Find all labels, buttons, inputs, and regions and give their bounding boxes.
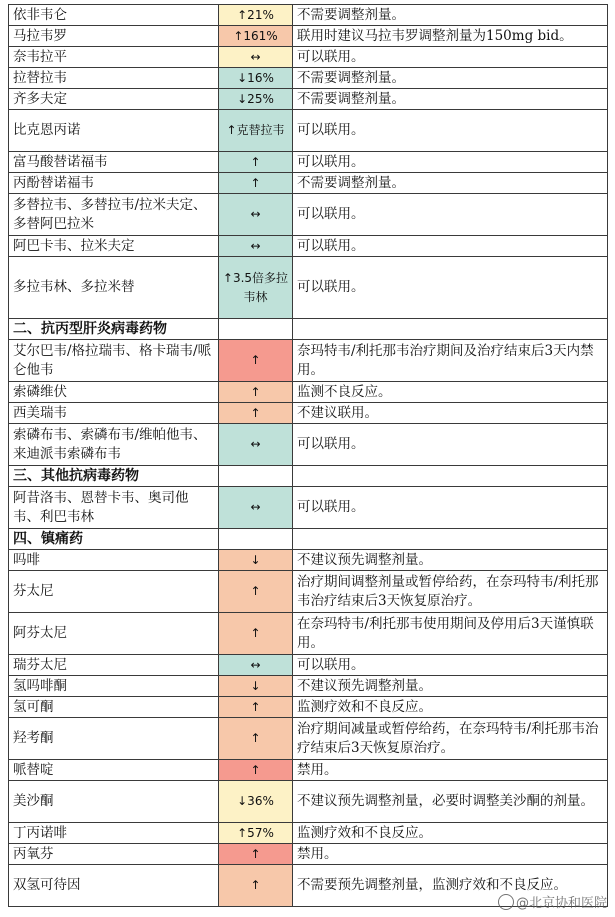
table-row (9, 89, 608, 110)
advice-text: 治疗期间调整剂量或暂停给药，在奈玛特韦/利托那韦治疗结束后3天恢复原治疗。 (293, 571, 608, 613)
effect-indicator: ↓ (219, 676, 293, 697)
advice-text: 禁用。 (293, 760, 608, 781)
advice-text: 监测疗效和不良反应。 (293, 823, 608, 844)
empty-cell (293, 319, 608, 340)
drug-name: 丁丙诺啡 (9, 823, 219, 844)
drug-name: 双氢可待因 (9, 865, 219, 907)
drug-name: 艾尔巴韦/格拉瑞韦、格卡瑞韦/哌仑他韦 (9, 340, 219, 382)
section-title: 二、抗丙型肝炎病毒药物 (9, 319, 219, 340)
advice-text: 可以联用。 (293, 424, 608, 466)
effect-indicator: ↑ (219, 718, 293, 760)
advice-text: 不建议联用。 (293, 403, 608, 424)
effect-indicator: ↑161% (219, 26, 293, 47)
drug-name: 齐多夫定 (9, 89, 219, 110)
section-title: 四、镇痛药 (9, 529, 219, 550)
table-row (9, 823, 608, 844)
effect-indicator: ↑ (219, 844, 293, 865)
effect-indicator: ↔ (219, 236, 293, 257)
table-row (9, 718, 608, 760)
advice-text: 可以联用。 (293, 194, 608, 236)
drug-interaction-table (8, 4, 608, 907)
table-row (9, 571, 608, 613)
drug-name: 丙酚替诺福韦 (9, 173, 219, 194)
drug-name: 多拉韦林、多拉米替 (9, 257, 219, 319)
table-row (9, 655, 608, 676)
effect-indicator: ↑ (219, 613, 293, 655)
effect-indicator: ↑ (219, 173, 293, 194)
table-row (9, 382, 608, 403)
advice-text: 联用时建议马拉韦罗调整剂量为150mg bid。 (293, 26, 608, 47)
drug-name: 美沙酮 (9, 781, 219, 823)
drug-name: 西美瑞韦 (9, 403, 219, 424)
drug-name: 索磷维伏 (9, 382, 219, 403)
table-row (9, 236, 608, 257)
table-row (9, 47, 608, 68)
advice-text: 不需要调整剂量。 (293, 173, 608, 194)
effect-indicator: ↓ (219, 550, 293, 571)
section-title: 三、其他抗病毒药物 (9, 466, 219, 487)
empty-cell (219, 529, 293, 550)
section-header-row (9, 466, 608, 487)
empty-cell (219, 466, 293, 487)
table-row (9, 68, 608, 89)
effect-indicator: ↔ (219, 47, 293, 68)
table-row (9, 844, 608, 865)
advice-text: 不需要调整剂量。 (293, 89, 608, 110)
effect-indicator: ↓16% (219, 68, 293, 89)
table-body (9, 5, 608, 907)
table-row (9, 676, 608, 697)
table-row (9, 760, 608, 781)
table-row (9, 781, 608, 823)
drug-name: 氢吗啡酮 (9, 676, 219, 697)
advice-text: 奈玛特韦/利托那韦治疗期间及治疗结束后3天内禁用。 (293, 340, 608, 382)
table-row (9, 257, 608, 319)
table-row (9, 424, 608, 466)
advice-text: 不需要预先调整剂量，监测疗效和不良反应。 (293, 865, 608, 907)
drug-name: 羟考酮 (9, 718, 219, 760)
advice-text: 监测疗效和不良反应。 (293, 697, 608, 718)
effect-indicator: ↓25% (219, 89, 293, 110)
advice-text: 可以联用。 (293, 110, 608, 152)
table-row (9, 194, 608, 236)
drug-name: 比克恩丙诺 (9, 110, 219, 152)
advice-text: 可以联用。 (293, 487, 608, 529)
drug-name: 马拉韦罗 (9, 26, 219, 47)
effect-indicator: ↔ (219, 424, 293, 466)
effect-indicator: ↑ (219, 403, 293, 424)
drug-name: 哌替啶 (9, 760, 219, 781)
hospital-logo-icon (498, 894, 514, 910)
advice-text: 治疗期间减量或暂停给药，在奈玛特韦/利托那韦治疗结束后3天恢复原治疗。 (293, 718, 608, 760)
effect-indicator: ↑克替拉韦 (219, 110, 293, 152)
table-row (9, 697, 608, 718)
effect-indicator: ↑ (219, 865, 293, 907)
drug-name: 依非韦仑 (9, 5, 219, 26)
drug-name: 阿巴卡韦、拉米夫定 (9, 236, 219, 257)
effect-indicator: ↑ (219, 152, 293, 173)
table-row (9, 5, 608, 26)
advice-text: 不建议预先调整剂量，必要时调整美沙酮的剂量。 (293, 781, 608, 823)
effect-indicator: ↑21% (219, 5, 293, 26)
empty-cell (293, 466, 608, 487)
table-row (9, 487, 608, 529)
section-header-row (9, 529, 608, 550)
table-row (9, 550, 608, 571)
effect-indicator: ↑ (219, 382, 293, 403)
advice-text: 不建议预先调整剂量。 (293, 676, 608, 697)
watermark (498, 892, 607, 911)
drug-name: 阿昔洛韦、恩替卡韦、奥司他韦、利巴韦林 (9, 487, 219, 529)
advice-text: 不需要调整剂量。 (293, 68, 608, 89)
effect-indicator: ↔ (219, 194, 293, 236)
effect-indicator: ↑ (219, 340, 293, 382)
advice-text: 可以联用。 (293, 47, 608, 68)
advice-text: 可以联用。 (293, 236, 608, 257)
drug-name: 富马酸替诺福韦 (9, 152, 219, 173)
empty-cell (293, 529, 608, 550)
effect-indicator: ↑3.5倍多拉韦林 (219, 257, 293, 319)
table-row (9, 340, 608, 382)
table-row (9, 26, 608, 47)
drug-name: 奈韦拉平 (9, 47, 219, 68)
empty-cell (219, 319, 293, 340)
advice-text: 不需要调整剂量。 (293, 5, 608, 26)
drug-name: 拉替拉韦 (9, 68, 219, 89)
drug-name: 芬太尼 (9, 571, 219, 613)
effect-indicator: ↔ (219, 655, 293, 676)
drug-name: 吗啡 (9, 550, 219, 571)
drug-name: 多替拉韦、多替拉韦/拉米夫定、多替阿巴拉米 (9, 194, 219, 236)
advice-text: 监测不良反应。 (293, 382, 608, 403)
drug-name: 索磷布韦、索磷布韦/维帕他韦、来迪派韦索磷布韦 (9, 424, 219, 466)
effect-indicator: ↑ (219, 697, 293, 718)
effect-indicator: ↑ (219, 571, 293, 613)
advice-text: 可以联用。 (293, 257, 608, 319)
drug-name: 阿芬太尼 (9, 613, 219, 655)
table-row (9, 110, 608, 152)
effect-indicator: ↓36% (219, 781, 293, 823)
section-header-row (9, 319, 608, 340)
drug-name: 氢可酮 (9, 697, 219, 718)
advice-text: 不建议预先调整剂量。 (293, 550, 608, 571)
advice-text: 可以联用。 (293, 655, 608, 676)
table-row (9, 152, 608, 173)
effect-indicator: ↑ (219, 760, 293, 781)
drug-name: 瑞芬太尼 (9, 655, 219, 676)
drug-name: 丙氧芬 (9, 844, 219, 865)
table-row (9, 613, 608, 655)
watermark-text: @北京协和医院 (515, 896, 607, 911)
advice-text: 禁用。 (293, 844, 608, 865)
table-row (9, 403, 608, 424)
advice-text: 可以联用。 (293, 152, 608, 173)
effect-indicator: ↑57% (219, 823, 293, 844)
advice-text: 在奈玛特韦/利托那韦使用期间及停用后3天谨慎联用。 (293, 613, 608, 655)
effect-indicator: ↔ (219, 487, 293, 529)
table-row (9, 173, 608, 194)
